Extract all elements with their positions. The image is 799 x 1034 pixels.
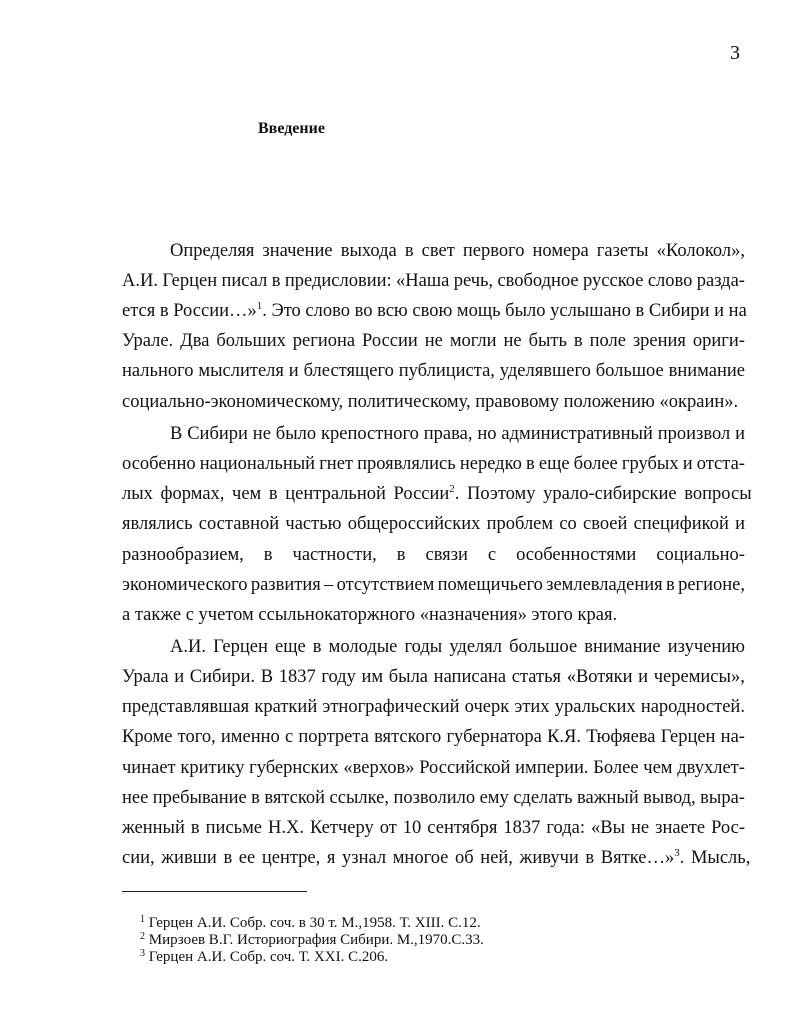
text-line: а также с учетом ссыльнокаторжного «назначения» этого края. xyxy=(122,605,618,625)
text-line: лых формах, чем в центральной России$^2$. Поэтому урало-сибирские вопросы xyxy=(122,483,752,504)
footnote-ref: 3 xyxy=(674,847,680,859)
text-line: сии, живши в ее центре, я узнал многое об ней, живучи в Вятке…»$^3$. Мысль, xyxy=(122,847,751,868)
text-line: особенно национальный гнет проявлялись нередко в еще более грубых и отста- xyxy=(122,454,745,474)
footnote-2: $^2$ Мирзоев В.Г. Историография Сибири. М.,1970.С.33. xyxy=(140,931,484,948)
text-line: А.И. Герцен еще в молодые годы уделял большое внимание изучению xyxy=(170,637,745,657)
text-line: В Сибири не было крепостного права, но административный произвол и xyxy=(170,424,745,444)
footnote-ref: 1 xyxy=(256,300,263,312)
footnote-separator xyxy=(122,891,307,892)
text-line: чинает критику губернских «верхов» Российской империи. Более чем двухлет- xyxy=(122,758,745,778)
page-number: 3 xyxy=(730,42,740,64)
text-line: женный в письме Н.Х. Кетчеру от 10 сентября 1837 года: «Вы не знаете Рос- xyxy=(122,818,745,838)
text-line: ется в России…»$^1$. Это слово во всю свою мощь было услышано в Сибири и на xyxy=(122,300,747,321)
text-line: социально-экономическому, политическому, правовому положению «окраин». xyxy=(122,392,739,412)
text-line: Урале. Два больших региона России не могли не быть в поле зрения ориги- xyxy=(122,331,745,351)
text-line: Кроме того, именно с портрета вятского губернатора К.Я. Тюфяева Герцен на- xyxy=(122,727,745,747)
footnote-3: $^3$ Герцен А.И. Собр. соч. Т. XXI. С.206. xyxy=(140,948,389,965)
text-line: представлявшая краткий этнографический очерк этих уральских народностей. xyxy=(122,697,745,717)
text-line: являлись составной частью общероссийских проблем со своей спецификой и xyxy=(122,514,745,534)
text-line: А.И. Герцен писал в предисловии: «Наша речь, свободное русское слово разда- xyxy=(122,271,745,291)
footnote-ref: 2 xyxy=(449,483,455,495)
text-line: Определяя значение выхода в свет первого номера газеты «Колокол», xyxy=(170,241,745,261)
footnote-1: $^1$ Герцен А.И. Собр. соч. в 30 т. М.,1958. Т. XIII. С.12. xyxy=(140,914,481,931)
text-line: разнообразием, в частности, в связи с особенностями социально- xyxy=(122,545,745,565)
text-line: нее пребывание в вятской ссылке, позволило ему сделать важный вывод, выра- xyxy=(122,788,745,808)
text-line: нального мыслителя и блестящего публициста, уделявшего большое внимание xyxy=(122,361,745,381)
section-heading: Введение xyxy=(258,120,325,137)
text-line: экономического развития – отсутствием помещичьего землевладения в регионе, xyxy=(122,575,745,595)
text-line: Урала и Сибири. В 1837 году им была написана статья «Вотяки и черемисы», xyxy=(122,667,745,687)
